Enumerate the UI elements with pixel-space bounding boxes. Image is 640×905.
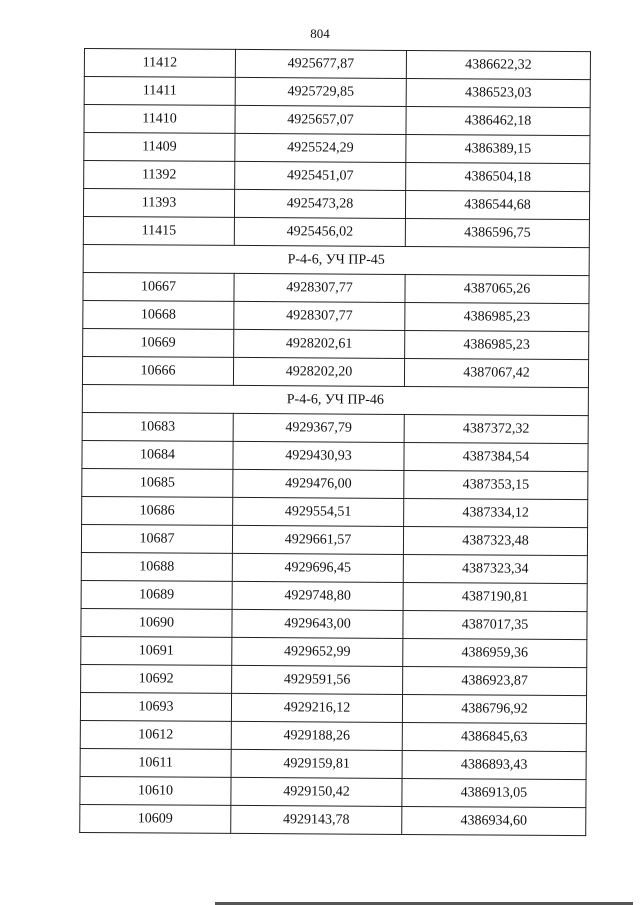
point-number-cell: 10687 (81, 524, 232, 553)
table-row (83, 272, 589, 303)
x-coordinate-cell: 4925473,28 (234, 189, 405, 218)
table-row (83, 300, 589, 331)
x-coordinate-cell: 4925677,87 (235, 49, 406, 78)
y-coordinate-cell: 4386913,05 (402, 778, 586, 807)
table-row (81, 524, 587, 555)
point-number-cell: 10683 (82, 412, 233, 441)
section-header-row (82, 384, 588, 415)
coordinates-table (79, 48, 591, 836)
y-coordinate-cell: 4387334,12 (404, 498, 588, 527)
y-coordinate-cell: 4386596,75 (405, 218, 589, 247)
point-number-cell: 11410 (84, 105, 235, 134)
point-number-cell: 11393 (83, 189, 234, 218)
point-number-cell: 10668 (83, 300, 234, 329)
y-coordinate-cell: 4386462,18 (406, 106, 590, 135)
point-number-cell: 10684 (82, 440, 233, 469)
point-number-cell: 10667 (83, 272, 234, 301)
x-coordinate-cell: 4929748,80 (232, 581, 403, 610)
x-coordinate-cell: 4928307,77 (234, 273, 405, 302)
y-coordinate-cell: 4386985,23 (405, 330, 589, 359)
point-number-cell: 11409 (84, 133, 235, 162)
table-row (84, 133, 590, 164)
x-coordinate-cell: 4925657,07 (235, 105, 406, 134)
table-row (84, 49, 590, 80)
page-number: 804 (310, 26, 330, 41)
y-coordinate-cell: 4387384,54 (404, 442, 588, 471)
y-coordinate-cell: 4386959,36 (403, 638, 587, 667)
table-row (81, 580, 587, 611)
y-coordinate-cell: 4386985,23 (405, 302, 589, 331)
x-coordinate-cell: 4929188,26 (231, 721, 402, 750)
x-coordinate-cell: 4929150,42 (231, 777, 402, 806)
point-number-cell: 10610 (80, 776, 231, 805)
y-coordinate-cell: 4386845,63 (402, 722, 586, 751)
table-row (82, 468, 588, 499)
y-coordinate-cell: 4386934,60 (402, 806, 586, 835)
table-row (80, 804, 586, 835)
point-number-cell: 10693 (80, 692, 231, 721)
y-coordinate-cell: 4386389,15 (406, 134, 590, 163)
section-header-row (83, 244, 589, 275)
x-coordinate-cell: 4929696,45 (232, 553, 403, 582)
table-row (82, 356, 588, 387)
x-coordinate-cell: 4929367,79 (233, 413, 404, 442)
y-coordinate-cell: 4386796,92 (402, 694, 586, 723)
table-row (81, 636, 587, 667)
point-number-cell: 10669 (83, 328, 234, 357)
point-number-cell: 10690 (81, 608, 232, 637)
y-coordinate-cell: 4387190,81 (403, 582, 587, 611)
x-coordinate-cell: 4928202,61 (234, 329, 405, 358)
x-coordinate-cell: 4925451,07 (235, 161, 406, 190)
y-coordinate-cell: 4386523,03 (406, 78, 590, 107)
table-row (84, 77, 590, 108)
x-coordinate-cell: 4929216,12 (231, 693, 402, 722)
y-coordinate-cell: 4386622,32 (406, 50, 590, 79)
x-coordinate-cell: 4929143,78 (231, 805, 402, 834)
table-row (80, 720, 586, 751)
section-title: Р-4-6, УЧ ПР-46 (82, 384, 588, 415)
point-number-cell: 10666 (82, 356, 233, 385)
x-coordinate-cell: 4929643,00 (232, 609, 403, 638)
point-number-cell: 10611 (80, 748, 231, 777)
x-coordinate-cell: 4929554,51 (233, 497, 404, 526)
x-coordinate-cell: 4929661,57 (232, 525, 403, 554)
point-number-cell: 10689 (81, 580, 232, 609)
point-number-cell: 11412 (84, 49, 235, 78)
table-row (81, 552, 587, 583)
point-number-cell: 11392 (84, 161, 235, 190)
y-coordinate-cell: 4386544,68 (405, 190, 589, 219)
section-title: Р-4-6, УЧ ПР-45 (83, 244, 589, 275)
point-number-cell: 11411 (84, 77, 235, 106)
x-coordinate-cell: 4929591,56 (232, 665, 403, 694)
point-number-cell: 10686 (82, 496, 233, 525)
point-number-cell: 10685 (82, 468, 233, 497)
y-coordinate-cell: 4387065,26 (405, 274, 589, 303)
table-row (84, 105, 590, 136)
table-row (83, 328, 589, 359)
y-coordinate-cell: 4387323,34 (403, 554, 587, 583)
table-row (82, 496, 588, 527)
coordinates-table-body (80, 49, 591, 836)
table-row (82, 440, 588, 471)
table-row (80, 748, 586, 779)
point-number-cell: 11415 (83, 216, 234, 245)
table-row (81, 664, 587, 695)
point-number-cell: 10612 (80, 720, 231, 749)
y-coordinate-cell: 4387353,15 (404, 470, 588, 499)
x-coordinate-cell: 4929430,93 (233, 441, 404, 470)
table-row (83, 216, 589, 247)
y-coordinate-cell: 4387017,35 (403, 610, 587, 639)
x-coordinate-cell: 4925456,02 (234, 217, 405, 246)
y-coordinate-cell: 4387323,48 (403, 526, 587, 555)
table-row (84, 161, 590, 192)
point-number-cell: 10688 (81, 552, 232, 581)
x-coordinate-cell: 4929159,81 (231, 749, 402, 778)
table-row (83, 189, 589, 220)
x-coordinate-cell: 4925524,29 (235, 133, 406, 162)
table-row (81, 608, 587, 639)
x-coordinate-cell: 4929652,99 (232, 637, 403, 666)
y-coordinate-cell: 4386923,87 (403, 666, 587, 695)
x-coordinate-cell: 4929476,00 (233, 469, 404, 498)
point-number-cell: 10609 (80, 804, 231, 833)
y-coordinate-cell: 4386893,43 (402, 750, 586, 779)
x-coordinate-cell: 4925729,85 (235, 77, 406, 106)
y-coordinate-cell: 4387372,32 (404, 414, 588, 443)
x-coordinate-cell: 4928307,77 (234, 301, 405, 330)
table-row (82, 412, 588, 443)
table-row (80, 776, 586, 807)
x-coordinate-cell: 4928202,20 (233, 357, 404, 386)
point-number-cell: 10692 (81, 664, 232, 693)
y-coordinate-cell: 4386504,18 (406, 162, 590, 191)
y-coordinate-cell: 4387067,42 (404, 358, 588, 387)
point-number-cell: 10691 (81, 636, 232, 665)
table-row (80, 692, 586, 723)
